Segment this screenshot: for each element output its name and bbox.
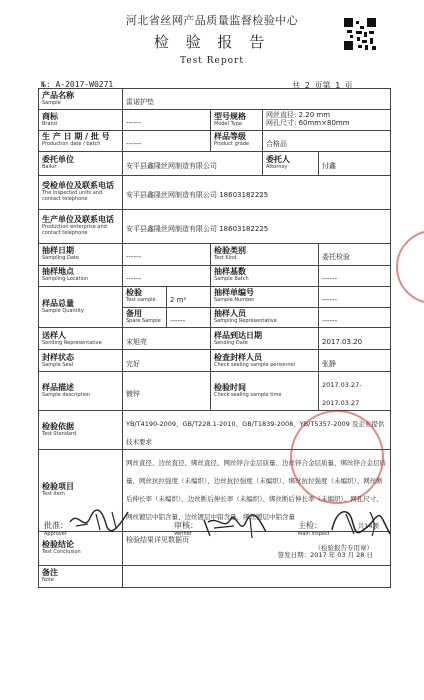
verifier-en: Verifier <box>174 531 192 537</box>
verifier-signature <box>200 510 272 540</box>
organization-name: 河北省丝网产品质量监督检验中心 <box>125 14 299 27</box>
table-row: 委托单位 Bailor 安平县鑫隆丝网制造有限公司 委托人 Attorney 付鑫 <box>39 151 391 175</box>
qr-code-icon <box>344 18 376 50</box>
approver-en: Approver <box>44 531 67 537</box>
table-row: 抽样日期 Sampling Date ------ 检验类别 Test Kind 委托检验 <box>39 243 391 265</box>
edge-stamp <box>396 230 424 304</box>
table-row: 产品名称 Sample 雷诺护垫 <box>39 89 391 110</box>
table-row: 送样人 Sending Representative 宋旭亮 样品到达日期 Sending Date 2017.03.20 <box>39 328 391 350</box>
approver-signature <box>66 506 132 534</box>
inspector-signature <box>326 500 396 540</box>
table-row: 样品描述 Sample description 镀锌 检验时间 Check sealing sample time 2017.03.27-2017.03.27 <box>39 372 391 411</box>
table-row: 封样状态 Sample Seal 完好 检查封样人员 Check sealing sample personnel 张静 <box>39 350 391 372</box>
inspector-en: Main inspect <box>298 531 330 537</box>
table-row: 受检单位及联系电话 The inspected units and contact telephone 安平县鑫隆丝网制造有限公司 18603182225 <box>39 175 391 209</box>
table-row: 备用 Spare Sample ------ 抽样人员 Sampling Representative ------ <box>39 307 391 328</box>
report-subtitle: Test Report <box>180 56 244 66</box>
table-row: 抽样地点 Sampling Location ------ 抽样基数 Sample Batch ------ <box>39 265 391 286</box>
table-row: 备注 Note <box>39 565 391 587</box>
report-number: №: A-2017-W0271 <box>41 80 114 89</box>
table-row: 样品总量 Sample Quantity 检验 Test sample 2 m² 抽样单编号 Sample Number ------ <box>39 286 391 307</box>
approver-label: 批准： <box>44 521 68 530</box>
table-row: 检验结论 Test Conclusion 检验结果详见数据页 （检验报告专用章） 签发日期：2017 年 03 月 28 日 <box>39 531 391 565</box>
report-title: 检 验 报 告 <box>153 33 271 51</box>
verifier-label: 审核： <box>174 521 198 530</box>
table-row: 检验项目 Test Item 网丝直径、边丝直径、绑丝直径、网丝锌合金层质量、边丝锌合金层质量、绑丝锌合金层质量、网丝抗拉强度（未编织）、边丝抗拉强度（未编织）、绑丝抗拉强度（未编织）、网丝断后伸长率（未编织）、边丝断后伸长率（未编织）、绑丝断后伸长率（未编织）、网孔尺寸、网丝镀层中铝含量、边丝镀层中铝含量、绑丝镀层中铝含量 共14项 <box>39 450 391 532</box>
table-row: 生 产 日 期 / 批 号 Production date / batch ------ 样品等级 Product grade 合格品 <box>39 130 391 151</box>
page-count: 共 2 页第 1 页 <box>292 81 353 90</box>
table-row: 检验依据 Test Standard YB/T4190-2009、GB/T228.1-2010、GB/T1839-2008、YB/T5357-2009 及企业提供技术要求 <box>39 411 391 450</box>
table-row: 商标 Brand ------ 型号规格 Model Type 网丝直径: 2.20 mm 网孔尺寸: 60mm×80mm <box>39 109 391 130</box>
inspector-label: 主检： <box>298 521 322 530</box>
table-row: 生产单位及联系电话 Production enterprise and contact telephone 安平县鑫隆丝网制造有限公司 18603182225 <box>39 209 391 243</box>
